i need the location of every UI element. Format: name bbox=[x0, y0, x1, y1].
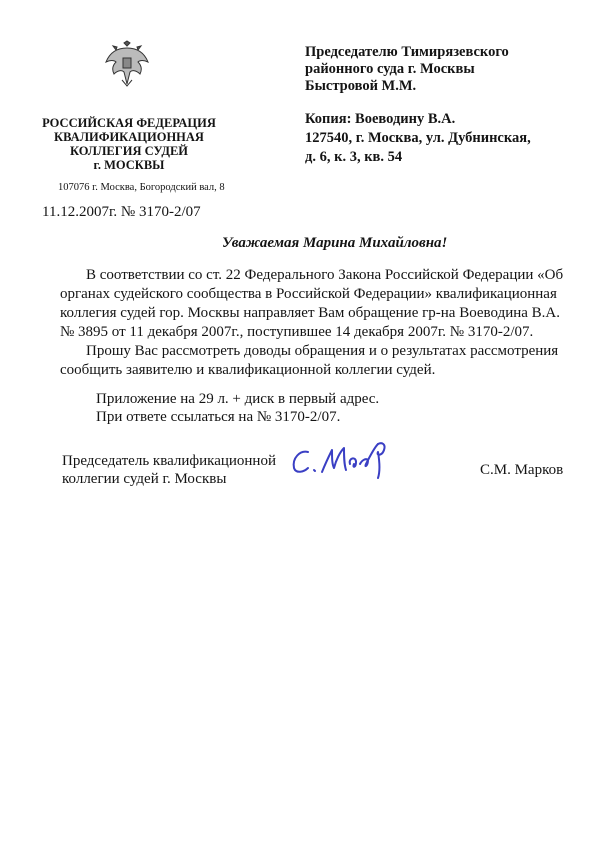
copy-line: 127540, г. Москва, ул. Дубнинская, bbox=[305, 130, 531, 146]
handwritten-signature bbox=[288, 434, 400, 480]
signer-title-line: Председатель квалификационной bbox=[62, 453, 276, 469]
body-line: № 3895 от 11 декабря 2007г., поступившее 14 декабря 2007г. № 3170-2/07. bbox=[60, 324, 534, 340]
attachment-note bbox=[96, 390, 379, 426]
organization-header bbox=[20, 116, 238, 172]
recipient-line: районного суда г. Москвы bbox=[305, 61, 475, 77]
body-line: В соответствии со ст. 22 Федерального Закона Российской Федерации «Об bbox=[86, 267, 564, 283]
coat-of-arms-icon bbox=[104, 40, 150, 88]
body-line: органах судейского сообщества в Российской Федерации» квалификационная bbox=[60, 286, 557, 302]
signer-title-line: коллегии судей г. Москвы bbox=[62, 471, 227, 487]
letter-date-number: 11.12.2007г. № 3170-2/07 bbox=[42, 204, 201, 220]
paragraph-2 bbox=[60, 342, 570, 380]
letter-body bbox=[60, 266, 570, 380]
attachment-line: Приложение на 29 л. + диск в первый адрес. bbox=[96, 391, 380, 407]
body-line: Прошу Вас рассмотреть доводы обращения и о результатах рассмотрения bbox=[86, 343, 559, 359]
copy-line: д. 6, к. 3, кв. 54 bbox=[305, 149, 403, 165]
org-line: РОССИЙСКАЯ ФЕДЕРАЦИЯ bbox=[42, 116, 216, 130]
org-line: КОЛЛЕГИЯ СУДЕЙ bbox=[69, 144, 189, 158]
organization-address: 107076 г. Москва, Богородский вал, 8 bbox=[58, 182, 225, 193]
recipient-line: Быстровой М.М. bbox=[305, 78, 417, 94]
paragraph-1 bbox=[60, 266, 570, 342]
greeting: Уважаемая Марина Михайловна! bbox=[222, 235, 448, 251]
signer-name: С.М. Марков bbox=[480, 462, 564, 478]
recipient-line: Председателю Тимирязевского bbox=[305, 44, 509, 60]
attachment-line: При ответе ссылаться на № 3170-2/07. bbox=[96, 409, 341, 425]
copy-line: Копия: Воеводину В.А. bbox=[305, 111, 456, 127]
org-line: г. МОСКВЫ bbox=[93, 158, 165, 172]
copy-to-block bbox=[305, 110, 531, 167]
signer-title bbox=[62, 452, 276, 488]
recipient-block bbox=[305, 44, 509, 95]
org-line: КВАЛИФИКАЦИОННАЯ bbox=[54, 130, 204, 144]
body-line: сообщить заявителю и квалификационной коллегии судей. bbox=[60, 362, 436, 378]
body-line: коллегия судей гор. Москвы направляет Вам обращение гр-на Воеводина В.А. bbox=[60, 305, 561, 321]
